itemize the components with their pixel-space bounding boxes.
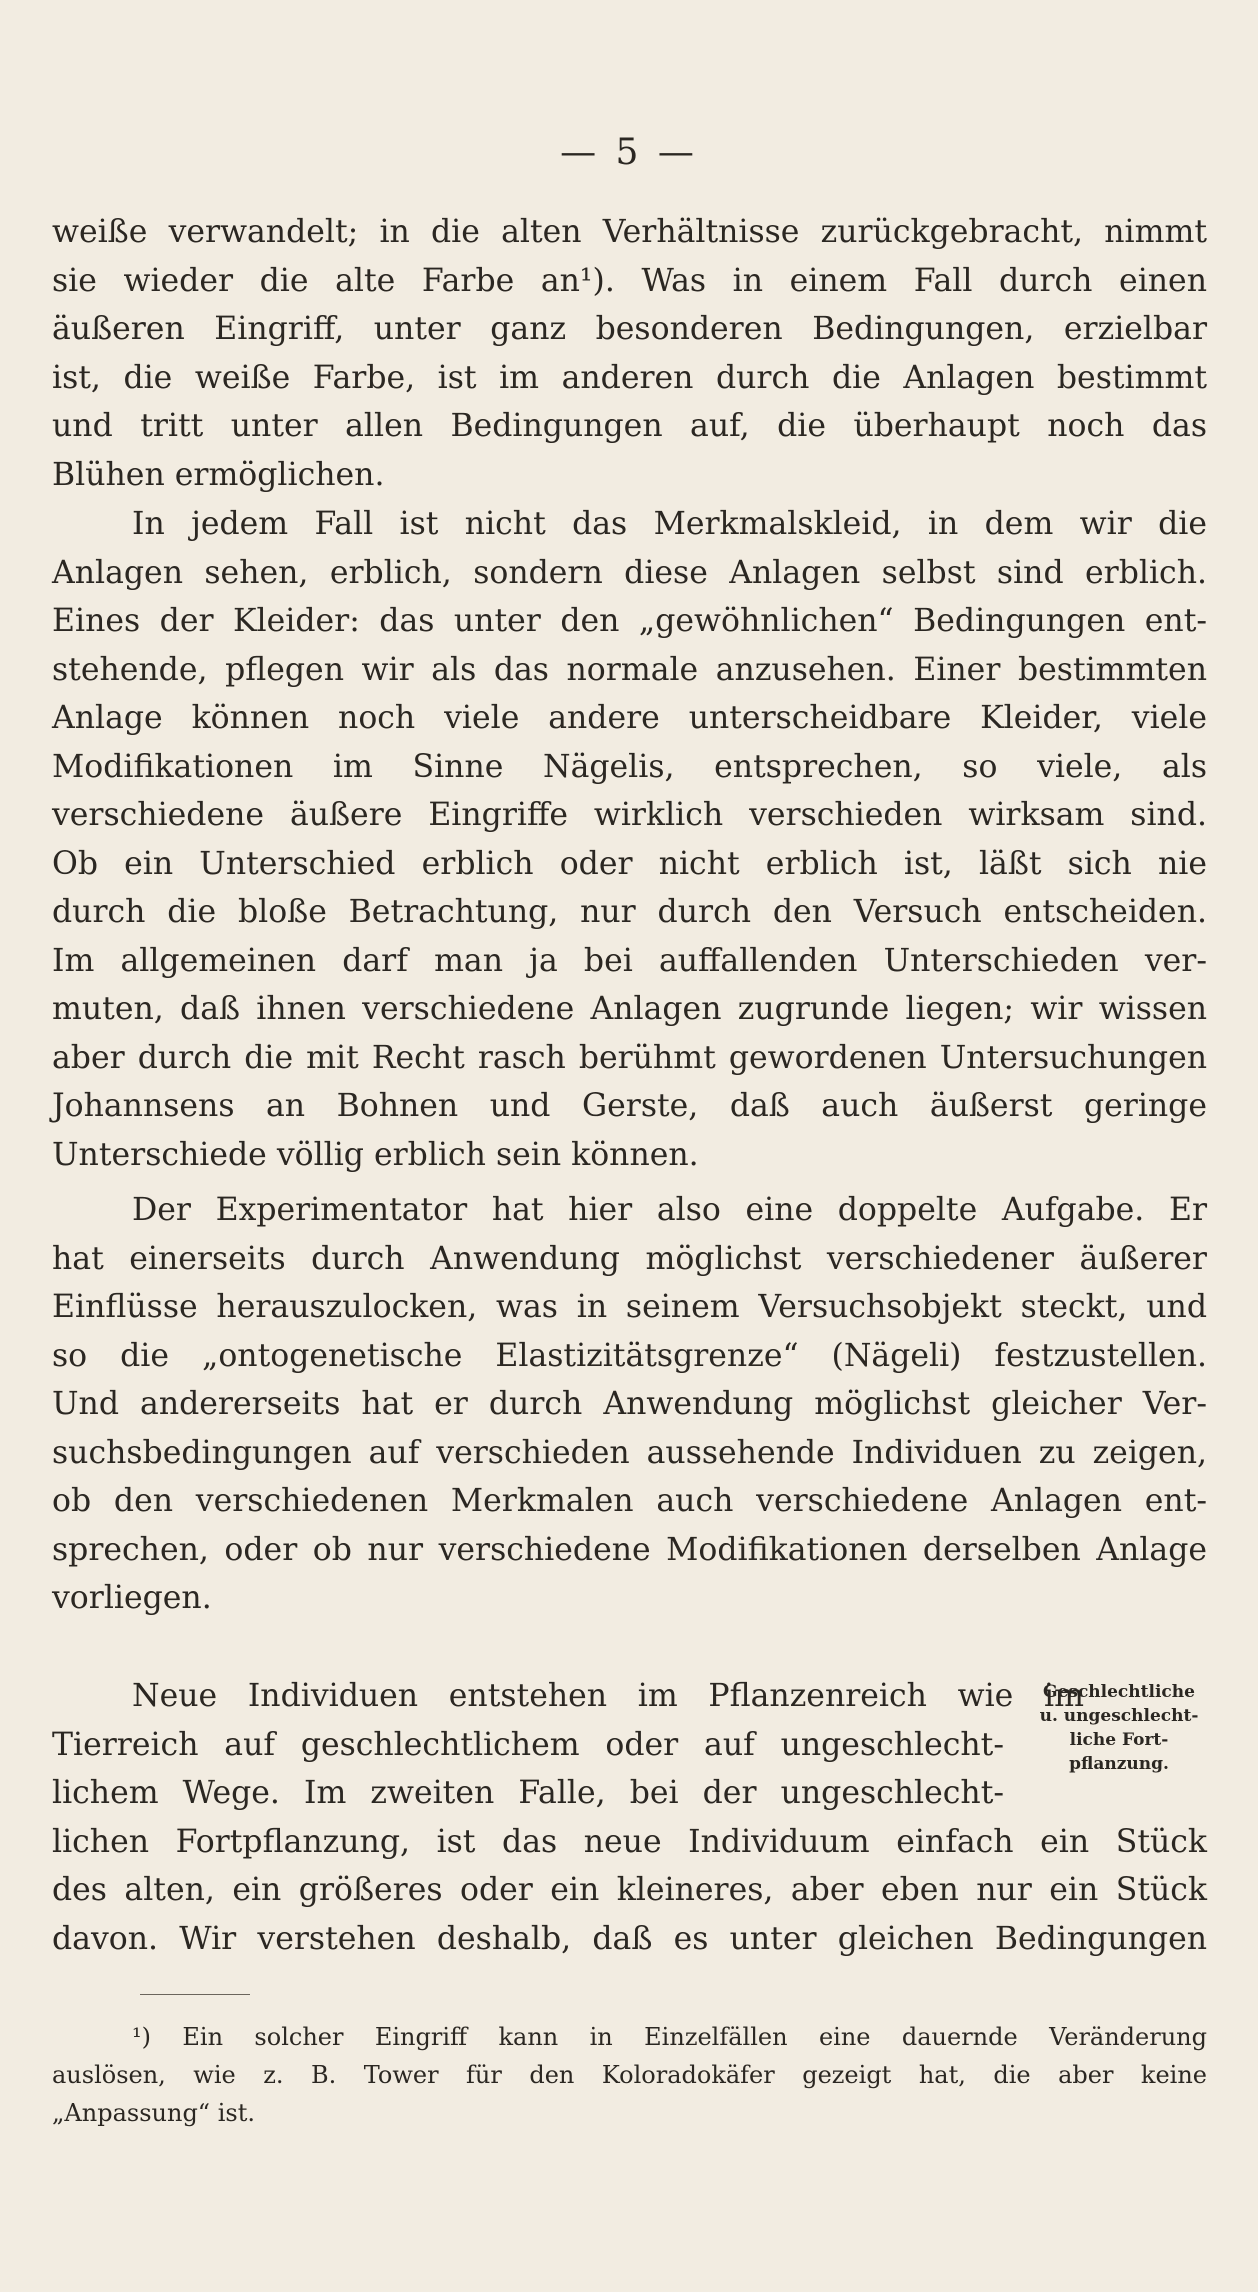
text-line: verschiedene äußere Eingriffe wirklich verschieden wirksam sind. [52, 797, 1207, 833]
text-line: des alten, ein größeres oder ein kleineres, aber eben nur ein Stück [52, 1872, 1207, 1908]
text-line: durch die bloße Betrachtung, nur durch den Versuch entscheiden. [52, 894, 1207, 930]
text-line: Anlagen sehen, erblich, sondern diese Anlagen selbst sind erblich. [52, 554, 1207, 591]
text-line: Und andererseits hat er durch Anwendung möglichst gleicher Ver- [52, 1386, 1207, 1422]
footnote-line: ¹) Ein solcher Eingriff kann in Einzelfällen eine dauernde Veränderung [132, 2023, 1207, 2051]
margin-note-line: u. ungeschlecht- [1039, 1706, 1199, 1726]
margin-note-line: Geschlechtliche [1043, 1682, 1195, 1702]
text-line: davon. Wir verstehen deshalb, daß es unter gleichen Bedingungen [52, 1920, 1207, 1957]
text-line: äußeren Eingriff, unter ganz besonderen Bedingungen, erzielbar [52, 311, 1207, 347]
footnote-line: auslösen, wie z. B. Tower für den Koloradokäfer gezeigt hat, die aber keine [52, 2061, 1207, 2089]
paragraph-2 [52, 500, 1207, 1179]
footnote-divider [140, 1994, 250, 1995]
margin-note-line: pflanzung. [1069, 1754, 1169, 1774]
text-line: ob den verschiedenen Merkmalen auch verschiedene Anlagen ent- [52, 1483, 1207, 1519]
text-line: lichen Fortpflanzung, ist das neue Individuum einfach ein Stück [52, 1823, 1207, 1860]
text-line: lichem Wege. Im zweiten Falle, bei der ungeschlecht- [52, 1775, 1004, 1811]
text-line: Im allgemeinen darf man ja bei auffallenden Unterschieden ver- [52, 942, 1207, 979]
text-line: Blühen ermöglichen. [52, 456, 385, 493]
footnote [52, 2018, 1207, 2132]
text-line: stehende, pflegen wir als das normale anzusehen. Einer bestimmten [52, 651, 1207, 688]
text-line: sprechen, oder ob nur verschiedene Modifikationen derselben Anlage [52, 1531, 1207, 1568]
text-line: Anlage können noch viele andere unterscheidbare Kleider, viele [52, 700, 1207, 736]
text-line: Modifikationen im Sinne Nägelis, entsprechen, so viele, als [52, 748, 1207, 785]
text-line: Unterschiede völlig erblich sein können. [52, 1136, 699, 1173]
text-line: Johannsens an Bohnen und Gerste, daß auch äußerst geringe [52, 1088, 1207, 1124]
text-line: Eines der Kleider: das unter den „gewöhnlichen“ Bedingungen ent- [52, 603, 1207, 639]
text-line: In jedem Fall ist nicht das Merkmalskleid, in dem wir die [132, 506, 1207, 542]
margin-note [1010, 1680, 1228, 1776]
text-line: Tierreich auf geschlechtlichem oder auf ungeschlecht- [52, 1726, 1004, 1763]
text-line: ist, die weiße Farbe, ist im anderen durch die Anlagen bestimmt [52, 359, 1207, 396]
text-line: Der Experimentator hat hier also eine doppelte Aufgabe. Er [132, 1192, 1207, 1228]
margin-note-line: liche Fort- [1069, 1730, 1169, 1750]
text-line: hat einerseits durch Anwendung möglichst verschiedener äußerer [52, 1240, 1207, 1277]
text-line: sie wieder die alte Farbe an¹). Was in einem Fall durch einen [52, 262, 1207, 299]
page-number: — 5 — [560, 132, 698, 173]
text-line: Ob ein Unterschied erblich oder nicht erblich ist, läßt sich nie [52, 845, 1207, 882]
paragraph-1 [52, 208, 1207, 499]
text-line: so die „ontogenetische Elastizitätsgrenze“ (Nägeli) festzustellen. [52, 1337, 1207, 1374]
text-line: muten, daß ihnen verschiedene Anlagen zugrunde liegen; wir wissen [52, 991, 1207, 1027]
text-line: weiße verwandelt; in die alten Verhältnisse zurückgebracht, nimmt [52, 214, 1207, 250]
footnote-line: „Anpassung“ ist. [52, 2099, 255, 2127]
paragraph-3 [52, 1186, 1207, 1623]
text-line: und tritt unter allen Bedingungen auf, die überhaupt noch das [52, 408, 1207, 444]
text-line: suchsbedingungen auf verschieden aussehende Individuen zu zeigen, [52, 1434, 1207, 1471]
text-line: vorliegen. [52, 1580, 212, 1616]
text-line: aber durch die mit Recht rasch berühmt gewordenen Untersuchungen [52, 1039, 1207, 1076]
text-line: Neue Individuen entstehen im Pflanzenreich wie im [132, 1678, 1084, 1714]
text-line: Einflüsse herauszulocken, was in seinem Versuchsobjekt steckt, und [52, 1289, 1207, 1325]
